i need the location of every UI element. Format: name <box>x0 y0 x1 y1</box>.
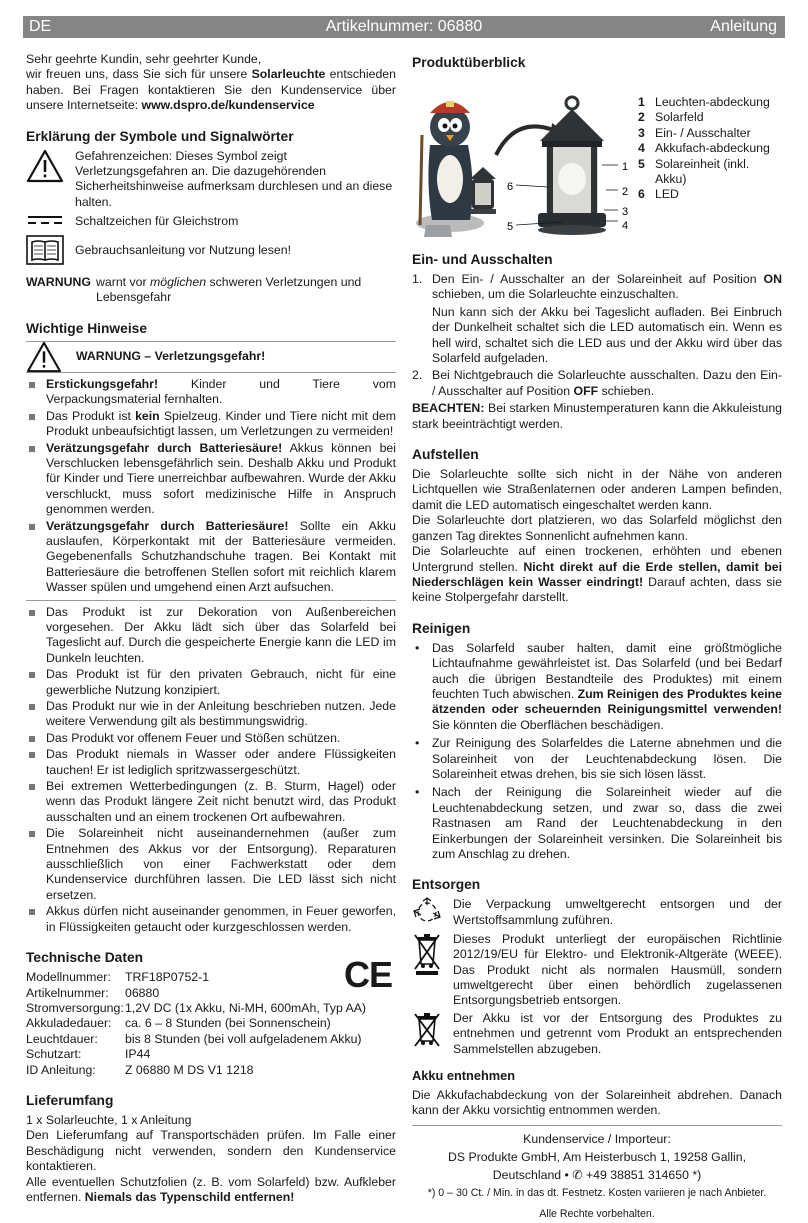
list-item: 4 Akkufach-abdeckung <box>638 141 770 156</box>
warning-box: WARNUNG – Verletzungsgefahr! <box>26 341 396 373</box>
article-number: Artikelnummer: 06880 <box>325 18 483 35</box>
setup-heading: Aufstellen <box>412 447 479 463</box>
list-item: 2 Solarfeld <box>638 110 704 125</box>
list-item: Das Produkt vor offenem Feuer und Stößen schützen. <box>26 731 396 746</box>
direct-current-icon <box>26 214 66 230</box>
list-item: 6 LED <box>638 187 679 202</box>
list-item: • Nach der Reinigung die Solareinheit wieder auf die Leuchtenabdeckung setzen, und zwar so, dass die zwei Rastnasen am Rand der Leuchtenabdeckung in den Einkerbungen der Solareinheit versinken. Die Solareinheit bis zum Anschlag zu drehen. <box>412 785 782 862</box>
table-row: ID Anleitung: Z 06880 M DS V1 1218 <box>26 1062 254 1077</box>
warning-definition: WARNUNG warnt vor möglichen schweren Verletzungen und Lebensgefahr <box>26 275 362 305</box>
list-item: 1 Leuchten-abdeckung <box>638 95 770 109</box>
table-row: Schutzart: IP44 <box>26 1047 151 1062</box>
list-item: • Zur Reinigung des Solarfeldes die Laterne abnehmen und die Solareinheit von der Leuchtenabdeckung lösen. Die Solareinheit etwas drehen, bis sie sich lösen lässt. <box>412 736 782 782</box>
warning-triangle-icon <box>26 341 62 373</box>
document-type: Anleitung <box>710 18 777 35</box>
greeting: Sehr geehrte Kundin, sehr geehrter Kunde, <box>26 52 262 66</box>
warning-list <box>26 377 396 596</box>
list-item: Akkus dürfen nicht auseinander genommen, in Feuer geworfen, in Flüssigkeiten getaucht oder kurzgeschlossen werden. <box>26 904 396 935</box>
list-item: Die Solareinheit nicht auseinandernehmen (außer zum Entnehmen des Akkus vor der Entsorgung). Reparaturen ausschließlich von einer Fachwerkstatt oder dem Kundenservice durchführen lassen. Die LED lässt sich nicht ersetzen. <box>26 826 396 903</box>
phone-icon: ✆ <box>572 1167 583 1182</box>
callout-1: 1 <box>622 161 629 173</box>
manual-book-icon <box>26 235 66 269</box>
list-item: Das Produkt ist zur Dekoration von Außenbereichen vorgesehen. Der Akku lädt sich über das Solarfeld bei Tageslicht auf. Durch die gespeicherte Energie kann die LED im Dunkeln leuchten. <box>26 605 396 667</box>
parts-list <box>638 95 778 203</box>
list-item: 5 Solareinheit (inkl. Akku) <box>638 156 750 187</box>
dispose-battery: Der Akku ist vor der Entsorgung des Produktes zu entnehmen und getrennt vom Produkt an entsprechenden Sammelstellen abzugeben. <box>412 1011 782 1057</box>
table-row: Modellnummer: TRF18P0752-1 <box>26 970 210 985</box>
list-item: Das Produkt ist für den privaten Gebrauch, nicht für eine gewerbliche Nutzung konzipiert. <box>26 667 396 698</box>
crossed-bin-icon <box>412 932 446 980</box>
dispose-heading: Entsorgen <box>412 877 481 893</box>
callout-4: 4 <box>622 220 629 232</box>
list-item: Das Produkt niemals in Wasser oder andere Flüssigkeiten tauchen! Er ist lediglich spritzwassergeschützt. <box>26 747 396 778</box>
list-item: 3 Ein- / Ausschalter <box>638 125 751 140</box>
list-item: • Das Solarfeld sauber halten, damit eine größtmögliche Lichtaufnahme gewährleistet ist. Das Solarfeld (und bei Bedarf auch die übrigen Bestandteile des Produktes) mit einem feuchten Tuch abwischen. Zum Reinigen des Produktes keine ätzenden oder scheuernden Reinigungsmittel verwenden! Sie könnten die Oberflächen beschädigen. <box>412 641 782 733</box>
callout-3: 3 <box>622 206 629 218</box>
callout-2: 2 <box>622 186 629 198</box>
table-row: Stromversorgung: 1,2V DC (1x Akku, Ni-MH, 600mAh, Typ AA) <box>26 1000 367 1015</box>
symbols-heading: Erklärung der Symbole und Signalwörter <box>26 128 294 144</box>
list-item: Verätzungsgefahr durch Batteriesäure! Sollte ein Akku auslaufen, Körperkontakt mit der Batteriesäure vermeiden. Gegebenenfalls Schutzhandschuhe tragen. Bei Kontakt mit Batteriesäure die betroffenen Stellen sofort mit reichlich klarem Wasser spülen und umgehend einen Arzt aufsuchen. <box>26 519 396 596</box>
dispose-weee: Dieses Produkt unterliegt der europäischen Richtlinie 2012/19/EU für Elektro- und Elektronik-Altgeräte (WEEE). Das Produkt nicht als normalen Hausmüll, sondern umweltgerecht über einen behördlich zugelassenen Entsorgungsbetrieb entsorgen. <box>412 932 782 1009</box>
tech-section <box>26 949 396 1078</box>
table-row: Akkuladedauer: ca. 6 – 8 Stunden (bei Sonnenschein) <box>26 1016 331 1031</box>
left-column: Sehr geehrte Kundin, sehr geehrter Kunde, wir freuen uns, dass Sie sich für unsere Solarleuchte entschieden haben. Bei Fragen kontaktieren Sie den Kundenservice über unsere Internetseite: www.dspro.de/kundenservice Erklärung der Symbole und Signalwörter Gefahrenzeichen: Dieses Symbol zeigt Verletzungsgefahren an. Die dazugehörenden Sicherheitshinweise aufmerksam durchlesen und an diese halten. Schaltzeichen für Gleichstrom Gebrauchsanleitung vor Nutzung lesen! WARNUNG warnt vor möglichen schweren Verletzungen und Lebensgefahr Wichtige Hinweise WARNUNG – Verletzungsgefahr! Erstickungsgefahr! Kinder und Tiere vom Verpackungsmaterial fernhalten. Das Produkt ist kein Spielzeug. Kinder und Tiere nicht mit dem Produkt unbeaufsichtigt lassen, um Verletzungen zu vermeiden! Verätzungsgefahr durch Batteriesäure! Akkus können bei Verschlucken lebensgefährlich sein. Deshalb Akku und Produkt für Kinder und Tiere unerreichbar aufbewahren. Wurde der Akku verschluckt, muss sofort medizinische Hilfe in Anspruch genommen werden. Verätzungsgefahr durch Batteriesäure! Sollte ein Akku auslaufen, Körperkontakt mit der Batteriesäure vermeiden. Gegebenenfalls Schutzhandschuhe tragen. Bei Kontakt mit Batteriesäure die betroffenen Stellen sofort mit reichlich klarem Wasser spülen und umgehend einen Arzt aufsuchen. Das Produkt ist zur Dekoration von Außenbereichen vorgesehen. Der Akku lädt sich über das Solarfeld bei Tageslicht auf. Durch die gespeicherte Energie kann die LED im Dunkeln leuchten. Das Produkt ist für den privaten Gebrauch, nicht für eine gewerbliche Nutzung konzipiert. Das Produkt nur wie in der Anleitung beschrieben nutzen. Jede weitere Verwendung gilt als bestimmungswidrig. Das Produkt vor offenem Feuer und Stößen schützen. Das Produkt niemals in Wasser oder andere Flüssigkeiten tauchen! Er ist lediglich spritzwassergeschützt. Bei extremen Wetterbedingungen (z. B. Sturm, Hagel) oder wenn das Produkt längere Zeit nicht benutzt wird, das Produkt ausschalten und an einem trockenen Ort aufbewahren. Die Solareinheit nicht auseinandernehmen (außer zum Entnehmen des Akkus vor der Entsorgung). Reparaturen ausschließlich von einer Fachwerkstatt oder dem Kundenservice durchführen lassen. Die LED lässt sich nicht ersetzen. Akkus dürfen nicht auseinander genommen, in Feuer geworfen, in Flüssigkeiten getaucht oder kurzgeschlossen werden. Technische Daten CE Modellnummer: TRF18P0752-1 Artikelnummer: 06880 Stromversorgung: 1,2V DC (1x Akku, Ni-MH, 600mAh, Typ AA) Akkuladedauer: ca. 6 – 8 Stunden (bei Sonnenschein) Leuchtdauer: bis 8 Stunden (bei voll aufgeladenem Akku) Schutzart: IP44 ID Anleitung: Z 06880 M DS V1 1218 Lieferumfang 1 x Solarleuchte, 1 x Anleitung Den Lieferumfang auf Transportschäden prüfen. Im Falle einer Beschädigung nicht verwenden, sondern den Kundenservice kontaktieren. Alle eventuellen Schutzfolien (z. B. vom Solarfeld) bzw. Aufkleber entfernen. Niemals das Typenschild entfernen! <box>26 52 397 1204</box>
table-row: Leuchtdauer: bis 8 Stunden (bei voll aufgeladenem Akku) <box>26 1031 362 1046</box>
list-item: 1. Den Ein- / Ausschalter an der Solareinheit auf Position ON schieben, um die Solarleuchte einzuschalten. <box>412 272 782 302</box>
scope-heading: Lieferumfang <box>26 1092 114 1108</box>
list-item: Das Produkt nur wie in der Anleitung beschrieben nutzen. Jede weitere Verwendung gilt als bestimmungswidrig. <box>26 699 396 730</box>
callout-6: 6 <box>507 181 514 193</box>
ce-mark-icon: CE <box>343 954 392 996</box>
intro-text: wir freuen uns, dass Sie sich für unsere Solarleuchte entschieden haben. Bei Fragen kontaktieren Sie den Kundenservice über unsere Internetseite: www.dspro.de/kundenservice <box>26 67 396 113</box>
list-item: Erstickungsgefahr! Kinder und Tiere vom Verpackungsmaterial fernhalten. <box>26 377 396 408</box>
clean-list <box>412 641 782 863</box>
warning-triangle-icon <box>26 149 66 187</box>
language-code: DE <box>29 18 52 35</box>
battery-heading: Akku entnehmen <box>412 1068 516 1084</box>
hints-list <box>26 605 396 936</box>
table-row: Artikelnummer: 06880 <box>26 985 160 1000</box>
header-bar <box>23 16 785 38</box>
clean-heading: Reinigen <box>412 620 471 636</box>
list-item: Das Produkt ist kein Spielzeug. Kinder und Tiere nicht mit dem Produkt unbeaufsichtigt lassen, um Verletzungen zu vermeiden! <box>26 409 396 440</box>
switch-heading: Ein- und Ausschalten <box>412 252 553 267</box>
crossed-bin-icon <box>412 1011 446 1051</box>
recycling-icon <box>412 897 446 929</box>
product-overview <box>412 75 782 241</box>
overview-heading: Produktüberblick <box>412 55 526 70</box>
list-item: Verätzungsgefahr durch Batteriesäure! Akkus können bei Verschlucken lebensgefährlich sein. Deshalb Akku und Produkt für Kinder und Tiere unerreichbar aufbewahren. Wurde der Akku verschluckt, muss sofort medizinische Hilfe in Anspruch genommen werden. <box>26 441 396 518</box>
footer: Kundenservice / Importeur: DS Produkte GmbH, Am Heisterbusch 1, 19258 Gallin, Deutschland • ✆ +49 38851 314650 *) *) 0 – 30 Ct. / Min. in das dt. Festnetz. Kosten variieren je nach Anbieter. Alle Rechte vorbehalten. <box>427 1131 767 1220</box>
switch-steps: 1. Den Ein- / Ausschalter an der Solareinheit auf Position ON schieben, um die Solarleuchte einzuschalten. Nun kann sich der Akku bei Tageslicht aufladen. Bei Einbruch der Dunkelheit schaltet sich die LED automatisch ein. Wenn es hell wird, schaltet sich die LED aus und der Akku wird über das Solarfeld aufgeladen. 2. Bei Nichtgebrauch die Solarleuchte ausschalten. Dazu den Ein- / Ausschalter auf Position OFF schieben. <box>412 272 782 398</box>
right-column: Produktüberblick 1 2 3 4 6 5 1 Leuchten-abdeckung 2 Solarfeld 3 Ein- / Ausschalter 4 Akkufach-abdeckung 5 Solareinheit (inkl. Akku) 6 LED Ein- und Ausschalten 1. Den Ein- / Ausschalter an der Solareinheit auf Position ON schieben, um die Solarleuchte einzuschalten. Nun kann sich der Akku bei Tageslicht aufladen. Bei Einbruch der Dunkelheit schaltet sich die LED automatisch ein. Wenn es hell wird, schaltet sich die LED aus und der Akku wird über das Solarfeld aufgeladen. 2. Bei Nichtgebrauch die Solarleuchte ausschalten. Dazu den Ein- / Ausschalter auf Position OFF schieben. BEACHTEN: Bei starken Minustemperaturen kann die Akkuleistung stark beeinträchtigt werden. Aufstellen Die Solarleuchte sollte sich nicht in der Nähe von anderen Lichtquellen wie Straßenlaternen oder anderen Lampen befinden, damit die LED automatisch eingeschaltet werden kann. Die Solarleuchte dort platzieren, wo das Solarfeld möglichst den ganzen Tag direktes Sonnenlicht aufnehmen kann. Die Solarleuchte auf einen trockenen, erhöhten und ebenen Untergrund stellen. Nicht direkt auf die Erde stellen, damit bei Niederschlägen kein Wasser eindringt! Darauf achten, dass sie keine Stolpergefahr darstellt. Reinigen • Das Solarfeld sauber halten, damit eine größtmögliche Lichtaufnahme gewährleistet ist. Das Solarfeld (und bei Bedarf auch die übrigen Bestandteile des Produktes) mit einem feuchten Tuch abwischen. Zum Reinigen des Produktes keine ätzenden oder scheuernden Reinigungsmittel verwenden! Sie könnten die Oberflächen beschädigen. • Zur Reinigung des Solarfeldes die Laterne abnehmen und die Solareinheit von der Leuchtenabdeckung lösen. Die Solareinheit etwas drehen, bis sie sich lösen lässt. • Nach der Reinigung die Solareinheit wieder auf die Leuchtenabdeckung setzen, und zwar so, dass die zwei Rastnasen am Rand der Leuchtenabdeckung in den Einkerbungen der Solareinheit versinken. Die Solareinheit bis zum Anschlag zu drehen. Entsorgen Die Verpackung umweltgerecht entsorgen und der Wertstoffsammlung zuführen. Dieses Produkt unterliegt der europäischen Richtlinie 2012/19/EU für Elektro- und Elektronik-Altgeräte (WEEE). Das Produkt nicht als normalen Hausmüll, sondern umweltgerecht über einen behördlich zugelassenen Entsorgungsbetrieb entsorgen. Der Akku ist vor der Entsorgung des Produktes zu entnehmen und getrennt vom Produkt an entsprechenden Sammelstellen abzugeben. Akku entnehmen Die Akkufachabdeckung von der Solareinheit abdrehen. Danach kann der Akku vorsichtig entnommen werden. Kundenservice / Importeur: DS Produkte GmbH, Am Heisterbusch 1, 19258 Gallin, Deutschland • ✆ +49 38851 314650 *) *) 0 – 30 Ct. / Min. in das dt. Festnetz. Kosten variieren je nach Anbieter. Alle Rechte vorbehalten. <box>412 52 782 1223</box>
symbol-dc: Schaltzeichen für Gleichstrom <box>26 214 396 230</box>
callout-5: 5 <box>507 221 514 233</box>
hints-heading: Wichtige Hinweise <box>26 320 148 336</box>
symbol-danger: Gefahrenzeichen: Dieses Symbol zeigt Verletzungsgefahren an. Die dazugehörenden Sicherheitshinweise aufmerksam durchlesen und an diese halten. <box>26 149 396 211</box>
symbol-manual: Gebrauchsanleitung vor Nutzung lesen! <box>26 235 396 269</box>
product-illustration <box>412 75 634 241</box>
list-item: 2. Bei Nichtgebrauch die Solarleuchte ausschalten. Dazu den Ein- / Ausschalter auf Position OFF schieben. <box>412 368 782 398</box>
dispose-packaging: Die Verpackung umweltgerecht entsorgen und der Wertstoffsammlung zuführen. <box>412 897 782 929</box>
tech-heading: Technische Daten <box>26 950 144 966</box>
service-url[interactable]: www.dspro.de/kundenservice <box>141 98 315 113</box>
list-item: Bei extremen Wetterbedingungen (z. B. Sturm, Hagel) oder wenn das Produkt längere Zeit nicht benutzt wird, das Produkt ausschalten und an einem trockenen Ort aufbewahren. <box>26 779 396 825</box>
